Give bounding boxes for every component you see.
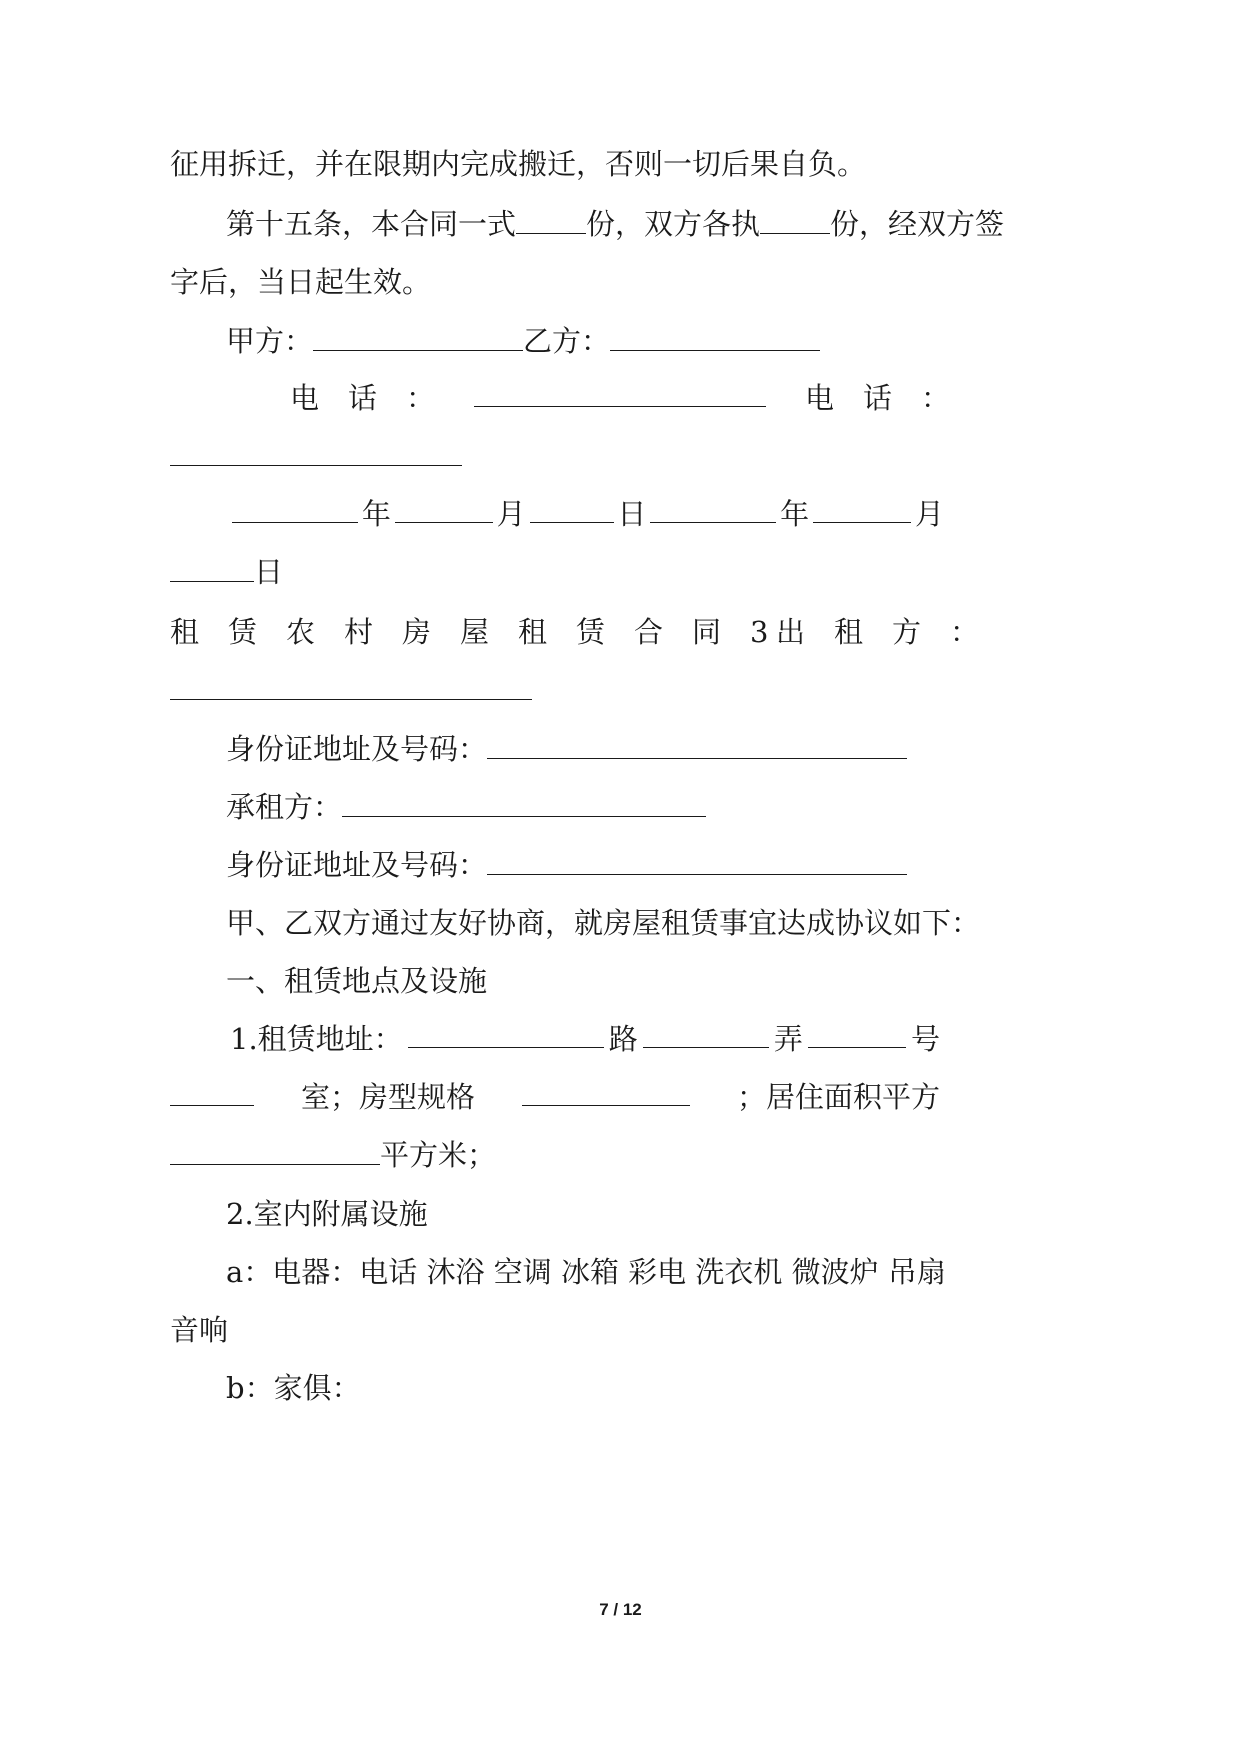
address-label: 1.租赁地址： — [230, 1022, 403, 1056]
address-line — [230, 1021, 940, 1057]
text-fragment: 第十五条，本合同一式 — [226, 207, 517, 241]
text-line: 甲、乙双方通过友好协商，就房屋租赁事宜达成协议如下： — [226, 906, 981, 940]
phone-b-field[interactable] — [170, 439, 462, 466]
lessee-label: 承租方： — [226, 790, 343, 824]
area-unit-label: 平方米； — [380, 1138, 497, 1172]
subsection-title: 2.室内附属设施 — [226, 1197, 428, 1231]
room-label: 室；房型规格 — [300, 1080, 475, 1114]
year-b-field[interactable] — [650, 496, 776, 523]
area-label: ；居住面积平方 — [736, 1080, 940, 1114]
lessor-field[interactable] — [170, 673, 532, 700]
lessor-id-line — [226, 731, 907, 767]
number-field[interactable] — [808, 1021, 906, 1048]
date-line — [232, 496, 944, 532]
area-field[interactable] — [170, 1138, 380, 1165]
day-a-field[interactable] — [530, 496, 614, 523]
month-a-field[interactable] — [395, 496, 493, 523]
party-line — [226, 323, 820, 359]
lessor-line — [170, 672, 532, 708]
month-b-field[interactable] — [813, 496, 911, 523]
phone-b-label: 电 话 ： — [804, 381, 950, 415]
road-label: 路 — [608, 1022, 638, 1056]
phone-a-label: 电 话 ： — [290, 381, 436, 415]
day-b-field[interactable] — [170, 555, 254, 582]
clause-15-line — [226, 206, 1004, 242]
room-type-field[interactable] — [522, 1079, 690, 1106]
section-title: 租 赁 农 村 房 屋 租 赁 合 同 3 — [170, 615, 769, 649]
lessee-field[interactable] — [342, 790, 706, 817]
month-label: 月 — [914, 497, 944, 531]
room-field[interactable] — [170, 1079, 254, 1106]
blank-copies-field[interactable] — [516, 207, 586, 234]
lane-label: 弄 — [773, 1022, 803, 1056]
party-a-field[interactable] — [313, 324, 523, 351]
party-b-field[interactable] — [610, 324, 820, 351]
day-label: 日 — [617, 497, 647, 531]
lane-field[interactable] — [643, 1021, 769, 1048]
blank-each-field[interactable] — [760, 207, 830, 234]
text-line: a：电器：电话 沐浴 空调 冰箱 彩电 洗衣机 微波炉 吊扇 — [226, 1255, 946, 1289]
month-label: 月 — [496, 497, 526, 531]
page-number: 7 / 12 — [599, 1600, 642, 1619]
year-label: 年 — [361, 497, 391, 531]
number-label: 号 — [910, 1022, 940, 1056]
id-label: 身份证地址及号码： — [226, 848, 488, 882]
text-line: b：家俱： — [226, 1371, 361, 1405]
text-line: 音响 — [170, 1313, 229, 1347]
lessee-id-field[interactable] — [487, 848, 907, 875]
lessee-line — [226, 789, 706, 825]
text-fragment: 份，经双方签 — [830, 207, 1005, 241]
lessor-id-field[interactable] — [487, 732, 907, 759]
text-fragment: 份，双方各执 — [586, 207, 761, 241]
year-label: 年 — [780, 497, 810, 531]
day-label: 日 — [254, 555, 284, 589]
year-a-field[interactable] — [232, 496, 358, 523]
area-line — [170, 1137, 496, 1173]
lessee-id-line — [226, 847, 907, 883]
party-a-label: 甲方： — [226, 324, 314, 358]
id-label: 身份证地址及号码： — [226, 732, 488, 766]
party-b-label: 乙方： — [523, 324, 611, 358]
subsection-title: 一、租赁地点及设施 — [226, 964, 488, 998]
lessor-label: 出 租 方 ： — [776, 615, 980, 649]
road-field[interactable] — [408, 1021, 604, 1048]
text-line: 征用拆迁，并在限期内完成搬迁，否则一切后果自负。 — [170, 147, 867, 181]
room-line — [170, 1079, 940, 1115]
text-line: 字后，当日起生效。 — [170, 265, 432, 299]
phone-b-line — [170, 438, 462, 474]
phone-a-field[interactable] — [474, 380, 766, 407]
phone-line — [290, 380, 950, 416]
date-day-line — [170, 554, 283, 590]
